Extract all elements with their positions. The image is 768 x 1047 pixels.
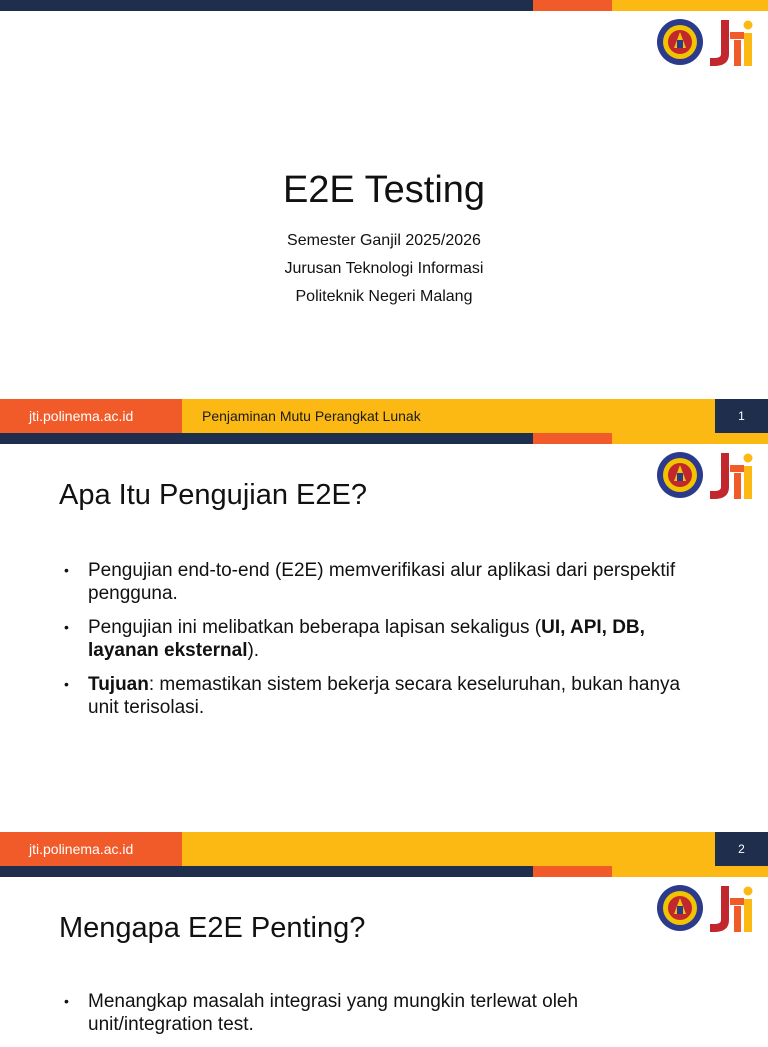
polinema-seal-logo bbox=[656, 451, 704, 499]
header-logos bbox=[656, 14, 756, 70]
bullet-text: Pengujian end-to-end (E2E) memverifikasi alur aplikasi dari perspektif pengguna. bbox=[88, 560, 676, 604]
bullet-text: Pengujian ini melibatkan beberapa lapisan sekaligus ( bbox=[88, 617, 542, 638]
list-item bbox=[62, 616, 702, 662]
polinema-seal-logo bbox=[656, 884, 704, 932]
bullet-text: Menangkap masalah integrasi yang mungkin terlewat oleh unit/integration test. bbox=[88, 991, 579, 1035]
presentation-title: E2E Testing bbox=[282, 169, 486, 211]
header-logos bbox=[656, 880, 756, 936]
slide-title: Mengapa E2E Penting? bbox=[59, 912, 366, 944]
bullet-list bbox=[62, 559, 702, 730]
bullet-marker: • bbox=[64, 676, 69, 692]
footer-url: jti.polinema.ac.id bbox=[0, 832, 182, 866]
footer-url: jti.polinema.ac.id bbox=[0, 399, 182, 433]
bullet-marker: • bbox=[64, 619, 69, 635]
jti-logo bbox=[708, 882, 754, 936]
list-item bbox=[62, 990, 702, 1036]
slide-footer bbox=[0, 832, 768, 866]
top-accent-bar bbox=[0, 0, 768, 11]
polinema-seal-logo bbox=[656, 18, 704, 66]
slide-2 bbox=[0, 433, 768, 866]
list-item bbox=[62, 559, 702, 605]
slide-title: Apa Itu Pengujian E2E? bbox=[59, 479, 367, 511]
bullet-text: : memastikan sistem bekerja secara keseluruhan, bukan hanya unit terisolasi. bbox=[88, 674, 681, 718]
subtitle-semester: Semester Ganjil 2025/2026 bbox=[287, 232, 481, 249]
bullet-bold-text: Tujuan bbox=[88, 674, 149, 695]
bullet-text: ). bbox=[247, 640, 260, 661]
subtitle-institution: Politeknik Negeri Malang bbox=[295, 288, 473, 305]
header-logos bbox=[656, 447, 756, 503]
slide-number: 1 bbox=[715, 399, 768, 433]
top-accent-bar bbox=[0, 866, 768, 877]
slide-1 bbox=[0, 0, 768, 433]
bullet-marker: • bbox=[64, 562, 69, 578]
footer-course-name: Penjaminan Mutu Perangkat Lunak bbox=[182, 399, 715, 433]
jti-logo bbox=[708, 449, 754, 503]
bullet-marker: • bbox=[64, 993, 69, 1009]
slide-3 bbox=[0, 866, 768, 1035]
jti-logo bbox=[708, 16, 754, 70]
subtitle-department: Jurusan Teknologi Informasi bbox=[284, 260, 484, 277]
slide-number: 2 bbox=[715, 832, 768, 866]
bullet-list bbox=[62, 990, 702, 1047]
slide-footer bbox=[0, 399, 768, 433]
bullet-bold-text: UI, API, DB, layanan eksternal bbox=[88, 617, 645, 661]
top-accent-bar bbox=[0, 433, 768, 444]
list-item bbox=[62, 673, 702, 719]
footer-course-name bbox=[182, 832, 715, 866]
